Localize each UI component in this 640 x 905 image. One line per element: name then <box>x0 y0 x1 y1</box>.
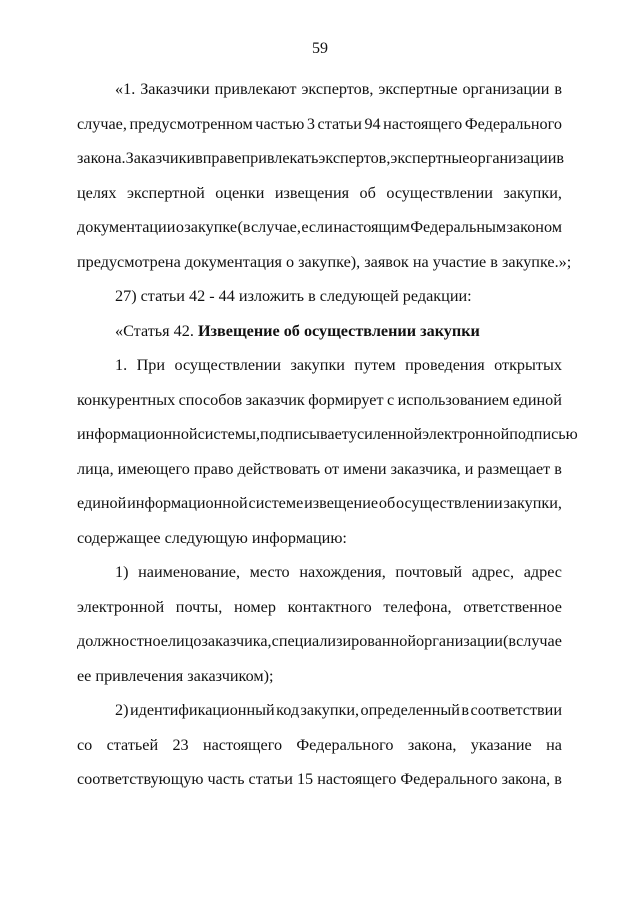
text-line <box>77 693 562 728</box>
word: настоящего <box>202 735 283 754</box>
text-line <box>77 728 562 763</box>
text-line <box>77 590 562 625</box>
word: ответственное <box>463 597 562 616</box>
word: экспертные <box>390 149 470 167</box>
word: экспертной <box>126 183 205 202</box>
article-number: «Статья 42. <box>115 321 198 340</box>
paragraph-item-1 <box>77 555 562 693</box>
text-line <box>77 383 562 418</box>
word: документации <box>77 218 176 236</box>
word: конкурентных <box>77 390 176 409</box>
word: системе <box>248 494 304 512</box>
word: настоящего <box>317 770 397 788</box>
word: случае, <box>77 114 127 133</box>
word: вправе <box>195 149 242 167</box>
text-line <box>77 210 562 245</box>
word: осуществлении <box>386 183 493 202</box>
word: закона, <box>407 735 457 754</box>
word: (в <box>502 632 517 650</box>
article-heading <box>77 314 562 349</box>
word: лицо <box>167 632 202 650</box>
word: лица, <box>77 459 114 478</box>
word: в <box>556 149 565 167</box>
text-line <box>77 452 562 487</box>
word: осуществлении <box>396 494 503 512</box>
word: определенный <box>360 701 460 719</box>
word: извещение <box>304 494 379 512</box>
word: соответствующую <box>77 770 204 788</box>
text-line <box>77 176 562 211</box>
word: 2) <box>115 701 129 719</box>
word: размещает <box>477 459 551 478</box>
word: частью <box>255 114 305 133</box>
word: организации <box>416 632 503 650</box>
word: путем <box>354 356 396 374</box>
text-line <box>77 555 562 590</box>
text-line <box>77 762 562 797</box>
text-line: 27) статьи 42 - 44 изложить в следующей редакции: <box>115 287 472 305</box>
word: контактного <box>287 597 372 616</box>
word: право <box>193 459 234 478</box>
word: экспертов, <box>318 149 391 167</box>
word: в <box>554 459 562 478</box>
word: способов <box>178 390 243 409</box>
text-line <box>77 486 562 521</box>
word: формирует <box>308 390 384 409</box>
word: системы, <box>197 425 261 443</box>
word: почтовый <box>395 563 463 581</box>
word: 23 <box>172 735 189 754</box>
word: действовать <box>237 459 321 478</box>
paragraph-amendment-27 <box>77 279 562 314</box>
word: и <box>464 459 474 478</box>
word: электронной <box>77 597 165 616</box>
text-line <box>77 107 562 142</box>
word: случае, <box>250 218 301 236</box>
word: экспертные <box>378 80 458 98</box>
word: оценки <box>215 183 265 202</box>
word: с <box>386 390 395 409</box>
word: организации <box>462 80 550 98</box>
word: должностное <box>77 632 168 650</box>
word: в <box>554 80 562 98</box>
word: 94 <box>364 114 381 133</box>
word: о <box>175 218 184 236</box>
word: заказчик <box>245 390 305 409</box>
page-number: 59 <box>312 40 328 57</box>
word: 15 <box>296 770 314 788</box>
word: электронной <box>422 425 510 443</box>
word: телефона, <box>383 597 452 616</box>
word: законом <box>506 218 562 236</box>
word: Заказчики <box>125 149 196 167</box>
text-line <box>77 314 562 349</box>
word: статьей <box>106 735 159 754</box>
word: единой <box>77 494 127 512</box>
word: от <box>324 459 340 478</box>
word: наименование, <box>138 563 241 581</box>
word: единой <box>512 390 562 409</box>
word: настоящего <box>383 114 463 133</box>
word: нахождения, <box>299 563 386 581</box>
word: указание <box>470 735 532 754</box>
word: Федерального <box>464 114 562 133</box>
word: извещения <box>274 183 350 202</box>
word: использованием <box>397 390 510 409</box>
text-line: содержащее следующую информацию: <box>77 528 347 547</box>
word: Федерального <box>296 735 394 754</box>
text-line <box>77 72 562 107</box>
word: 1) <box>115 563 129 581</box>
word: закупки <box>290 356 345 374</box>
word: закона. <box>77 149 126 167</box>
word: имени <box>343 459 387 478</box>
word: закупке <box>184 218 238 236</box>
word: (в <box>237 218 251 236</box>
word: привлекать <box>241 149 319 167</box>
word: экспертов, <box>301 80 374 98</box>
word: адрес <box>523 563 562 581</box>
word: Федеральным <box>410 218 507 236</box>
word: настоящим <box>333 218 410 236</box>
word: закупки, <box>503 183 562 202</box>
word: организации <box>469 149 557 167</box>
word: статьи <box>317 114 362 133</box>
word: место <box>249 563 290 581</box>
word: закона, <box>501 770 551 788</box>
article-title: Извещение об осуществлении закупки <box>197 321 480 340</box>
word: подписью <box>509 425 578 443</box>
text-line <box>77 141 565 176</box>
word: об <box>359 183 376 202</box>
word: заказчика, <box>390 459 461 478</box>
word: статьи <box>248 770 293 788</box>
word: целях <box>77 183 117 202</box>
word: информационной <box>77 425 198 443</box>
word: усиленной <box>348 425 423 443</box>
document-body <box>77 72 578 797</box>
text-line: предусмотрена документация о закупке), заявок на участие в закупке.»; <box>77 252 572 271</box>
word: информационной <box>127 494 248 512</box>
word: имеющего <box>117 459 190 478</box>
word: если <box>301 218 333 236</box>
word: соответствии <box>470 701 562 719</box>
word: почты, <box>175 597 223 616</box>
word: «1. <box>115 80 136 98</box>
word: заказчика, <box>201 632 272 650</box>
paragraph-experts <box>77 72 572 279</box>
paragraph-clause-1 <box>77 348 578 555</box>
word: проведения <box>405 356 485 374</box>
word: случае <box>516 632 562 650</box>
word: на <box>546 735 562 754</box>
word: со <box>77 735 93 754</box>
word: специализированной <box>271 632 417 650</box>
word: закупки, <box>300 701 360 719</box>
word: в <box>461 701 470 719</box>
word: подписывает <box>260 425 349 443</box>
word: осуществлении <box>174 356 282 374</box>
word: адрес, <box>471 563 515 581</box>
word: привлекают <box>214 80 297 98</box>
word: предусмотренном <box>129 114 253 133</box>
word: в <box>554 770 562 788</box>
word: код <box>276 701 300 719</box>
word: Федерального <box>400 770 498 788</box>
text-line <box>77 624 562 659</box>
word: 3 <box>306 114 315 133</box>
word: часть <box>207 770 245 788</box>
word: 1. <box>115 356 128 374</box>
word: об <box>378 494 396 512</box>
word: открытых <box>494 356 562 374</box>
text-line <box>77 417 578 452</box>
text-line <box>77 348 562 383</box>
word: номер <box>233 597 276 616</box>
word: Заказчики <box>140 80 210 98</box>
word: идентификационный <box>129 701 275 719</box>
paragraph-item-2 <box>77 693 562 797</box>
text-line: ее привлечения заказчиком); <box>77 666 274 685</box>
word: закупки, <box>503 494 562 512</box>
word: При <box>136 356 166 374</box>
